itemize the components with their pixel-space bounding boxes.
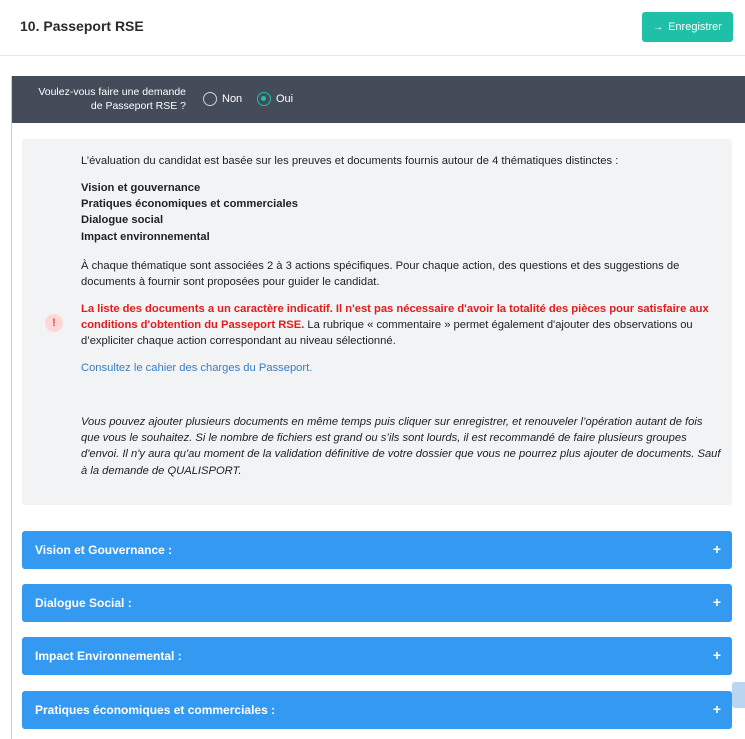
- section-impact-environnemental[interactable]: [22, 637, 732, 675]
- radio-non[interactable]: [203, 92, 242, 106]
- info-intro: L’évaluation du candidat est basée sur les preuves et documents fournis autour de 4 thématiques distinctes :: [81, 155, 619, 167]
- plus-icon[interactable]: +: [712, 701, 721, 717]
- radio-non-circle[interactable]: [203, 92, 217, 106]
- warning-rest-text: La rubrique « commentaire » permet également d'ajouter des observations ou d’expliciter chaque action correspondant au niveau sélectionné.: [81, 319, 693, 348]
- section-dialogue-social[interactable]: [22, 584, 732, 622]
- scroll-top-tab[interactable]: [732, 682, 745, 708]
- save-button-label: Enregistrer: [668, 21, 722, 33]
- info-actions-text: À chaque thématique sont associées 2 à 3 actions spécifiques. Pour chaque action, des questions et des suggestions de documents à fournir sont proposées pour guider le candidat.: [81, 260, 680, 289]
- radio-oui-label: Oui: [276, 93, 294, 105]
- radio-non-label: Non: [222, 93, 243, 105]
- section-label: Pratiques économiques et commerciales :: [35, 703, 276, 717]
- info-warning: [81, 301, 721, 350]
- request-question-bar: [12, 76, 745, 123]
- themes-list: [81, 180, 721, 245]
- request-question: Voulez-vous faire une demande de Passeport RSE ?: [38, 86, 186, 112]
- exclamation-icon: !: [45, 314, 63, 332]
- save-button[interactable]: [642, 12, 733, 42]
- info-upload-note: Vous pouvez ajouter plusieurs documents en même temps puis cliquer sur enregistrer, et renouveler l’opération autant de fois que vous le souhaitez. Si le nombre de fichiers est grand ou s’ils sont lourds, il est recommandé de faire plusieurs groupes d'envoi. Il n'y aura qu'au moment de la validation définitive de votre dossier que vous ne pourrez plus ajouter de documents. Sauf à la demande de QUALISPORT.: [81, 416, 721, 477]
- info-box: [22, 139, 732, 505]
- section-pratiques-economiques[interactable]: [22, 691, 732, 729]
- cahier-des-charges-link[interactable]: Consultez le cahier des charges du Passeport.: [81, 362, 313, 374]
- radio-oui[interactable]: [257, 92, 293, 106]
- section-label: Vision et Gouvernance :: [35, 543, 173, 557]
- passeport-panel: [11, 76, 745, 739]
- plus-icon[interactable]: +: [712, 541, 721, 557]
- page-title: 10. Passeport RSE: [20, 18, 144, 34]
- theme-item: Dialogue social: [81, 214, 164, 227]
- section-vision-gouvernance[interactable]: [22, 531, 732, 569]
- section-label: Dialogue Social :: [35, 596, 132, 610]
- plus-icon[interactable]: +: [712, 594, 721, 610]
- top-bar: [0, 0, 745, 56]
- theme-item: Pratiques économiques et commerciales: [81, 198, 298, 211]
- warning-red-text: La liste des documents a un caractère indicatif. Il n'est pas nécessaire d'avoir la totalité des pièces pour satisfaire aux conditions d'obtention du Passeport RSE.: [81, 303, 709, 332]
- arrow-right-icon: →: [653, 21, 664, 33]
- section-label: Impact Environnemental :: [35, 649, 182, 663]
- plus-icon[interactable]: +: [712, 647, 721, 663]
- theme-item: Impact environnemental: [81, 230, 210, 243]
- radio-oui-circle[interactable]: [257, 92, 271, 106]
- theme-item: Vision et gouvernance: [81, 182, 201, 194]
